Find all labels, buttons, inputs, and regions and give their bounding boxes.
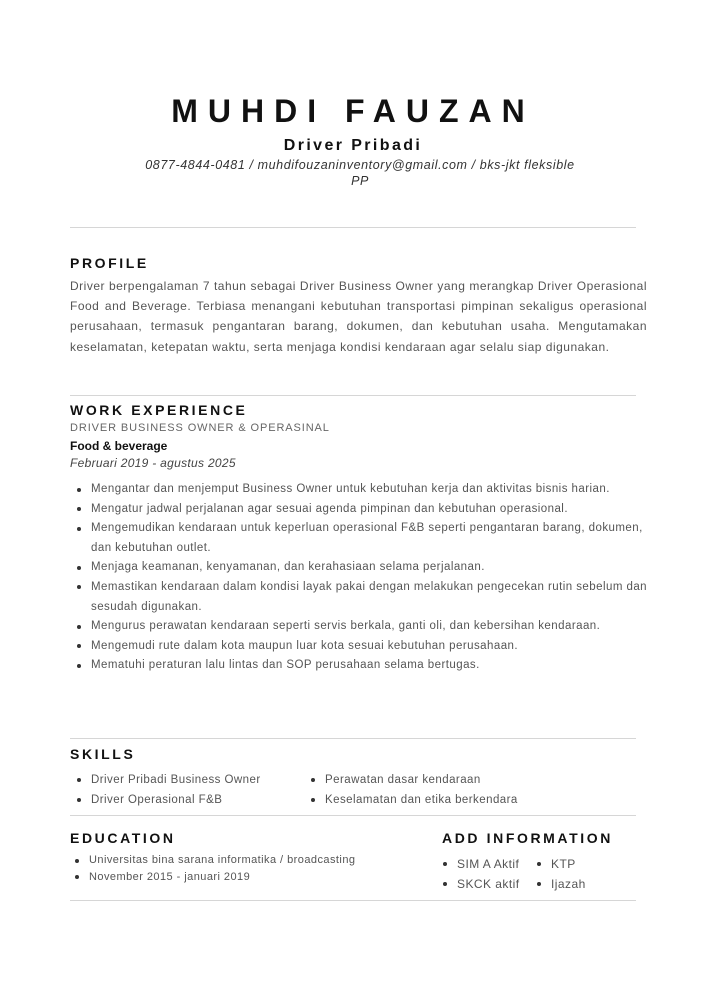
list-item: SIM A Aktif — [438, 854, 538, 874]
list-item: SKCK aktif — [438, 874, 538, 894]
add-information-list-right — [532, 854, 612, 894]
list-item: Menjaga keamanan, kenyamanan, dan kerahasiaan selama perjalanan. — [72, 558, 652, 578]
list-item: KTP — [532, 854, 612, 874]
divider — [70, 815, 636, 816]
add-information-heading: ADD INFORMATION — [442, 830, 613, 846]
list-item: Memastikan kendaraan dalam kondisi layak pakai dengan melakukan pengecekan rutin sebelum dan sesudah digunakan. — [72, 578, 652, 617]
candidate-role: Driver Pribadi — [283, 137, 423, 154]
divider — [70, 395, 636, 396]
divider — [70, 900, 636, 901]
list-item: Mengatur jadwal perjalanan agar sesuai agenda pimpinan dan kebutuhan operasional. — [72, 500, 652, 520]
divider — [70, 738, 636, 739]
skills-list-left — [72, 770, 302, 810]
list-item: Mematuhi peraturan lalu lintas dan SOP perusahaan selama bertugas. — [72, 656, 652, 676]
profile-text: Driver berpengalaman 7 tahun sebagai Driver Business Owner yang merangkap Driver Operasional Food and Beverage. Terbiasa menangani kebutuhan transportasi pimpinan sekaligus operasional perusahaan, termasuk pengantaran barang, dokumen, dan kebutuhan usaha. Mengutamakan keselamatan, ketepatan waktu, serta menjaga kondisi kendaraan agar selalu siap digunakan. — [70, 279, 647, 354]
list-item: Mengantar dan menjemput Business Owner untuk kebutuhan kerja dan aktivitas bisnis harian. — [72, 480, 652, 500]
list-item: Mengemudi rute dalam kota maupun luar kota sesuai kebutuhan perusahaan. — [72, 637, 652, 657]
job-period: Februari 2019 - agustus 2025 — [70, 456, 236, 470]
education-heading: EDUCATION — [70, 830, 176, 846]
candidate-name: MUHDI FAUZAN — [171, 93, 535, 129]
company-name: Food & beverage — [70, 439, 168, 453]
list-item: Mengurus perawatan kendaraan seperti servis berkala, ganti oli, dan kebersihan kendaraan. — [72, 617, 652, 637]
skills-list-right — [306, 770, 576, 810]
contact-line: 0877-4844-0481 / muhdifouzaninventory@gmail.com / bks-jkt fleksible — [145, 158, 575, 172]
job-title: DRIVER BUSINESS OWNER & OPERASINAL — [70, 422, 330, 434]
contact-line-continued: PP — [351, 174, 369, 188]
list-item: Mengemudikan kendaraan untuk keperluan operasional F&B seperti pengantaran barang, dokumen, dan kebutuhan outlet. — [72, 519, 652, 558]
list-item: November 2015 - januari 2019 — [70, 869, 430, 886]
list-item: Ijazah — [532, 874, 612, 894]
divider — [70, 227, 636, 228]
contact-info — [100, 157, 620, 189]
list-item: Driver Operasional F&B — [72, 790, 302, 810]
profile-heading: PROFILE — [70, 255, 149, 271]
list-item: Keselamatan dan etika berkendara — [306, 790, 576, 810]
list-item: Universitas bina sarana informatika / broadcasting — [70, 852, 430, 869]
experience-heading: WORK EXPERIENCE — [70, 402, 248, 418]
skills-heading: SKILLS — [70, 746, 136, 762]
education-list — [70, 852, 430, 885]
experience-list — [72, 480, 652, 676]
list-item: Perawatan dasar kendaraan — [306, 770, 576, 790]
list-item: Driver Pribadi Business Owner — [72, 770, 302, 790]
add-information-list-left — [438, 854, 538, 894]
